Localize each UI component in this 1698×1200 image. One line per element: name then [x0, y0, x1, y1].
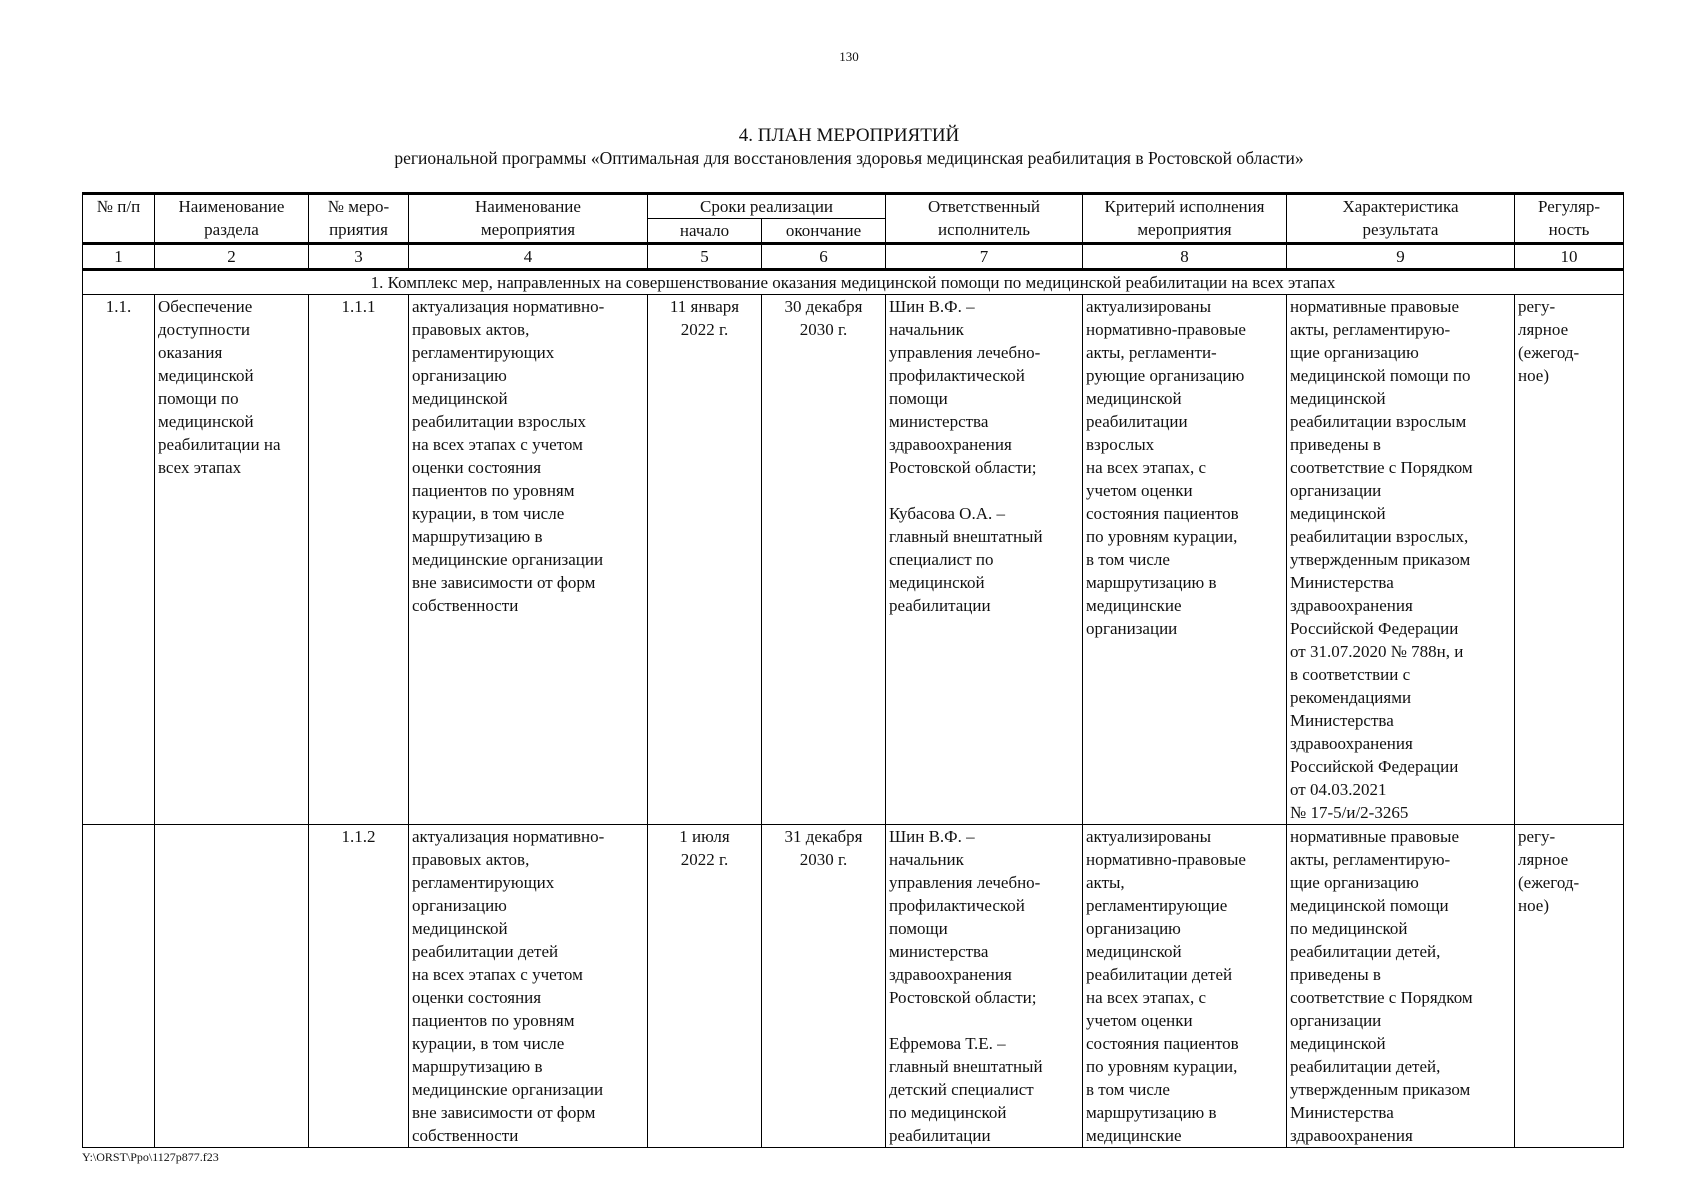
cell-text-line: организации — [1290, 481, 1382, 500]
cell-text-line: помощи по — [158, 389, 239, 408]
cell-text-line: маршрутизацию в — [1086, 573, 1217, 592]
cell-text-line: утвержденным приказом — [1290, 550, 1471, 569]
cell-text-line: реабилитации детей — [1086, 965, 1233, 984]
cell-text-line: лярное — [1518, 320, 1569, 339]
cell-text-line: щие организацию — [1290, 873, 1419, 892]
cell-text-line: медицинские организации — [412, 1080, 604, 1099]
cell-text-line: в том числе — [1086, 550, 1170, 569]
cell-text-line: организацию — [412, 366, 507, 385]
row-section-name — [155, 295, 309, 825]
row-num — [83, 825, 155, 1148]
cell-text-line: Наименование — [475, 197, 581, 216]
cell-text-line: детский специалист — [889, 1080, 1034, 1099]
cell-text-line: медицинские организации — [412, 550, 604, 569]
header-section-name — [155, 194, 309, 244]
cell-text-line: на всех этапах, с — [1086, 988, 1207, 1007]
header-num: № п/п — [83, 194, 155, 244]
cell-text-line: № меро- — [327, 197, 390, 216]
cell-text-line: в том числе — [1086, 1080, 1170, 1099]
cell-text-line: собственности — [412, 1126, 519, 1145]
cell-text-line: исполнитель — [938, 220, 1030, 239]
plan-table — [82, 192, 1624, 1148]
cell-text-line: специалист по — [889, 550, 994, 569]
column-number: 6 — [762, 244, 886, 270]
cell-text-line: реабилитации на — [158, 435, 281, 454]
cell-text-line: пациентов по уровням — [412, 1011, 575, 1030]
cell-text-line: здравоохранения — [889, 435, 1012, 454]
cell-text-line: медицинской помощи по — [1290, 366, 1471, 385]
row-responsible — [886, 825, 1083, 1148]
header-measure-num — [309, 194, 409, 244]
cell-text-line: организации — [1086, 619, 1178, 638]
column-numbers-row — [83, 244, 1624, 270]
cell-text-line: реабилитации взрослых — [412, 412, 586, 431]
cell-text-line: № 17-5/и/2-3265 — [1290, 803, 1409, 822]
cell-text-line: 11 января — [669, 297, 740, 316]
cell-text-line: медицинской — [158, 366, 254, 385]
cell-text-line: медицинской — [1290, 1034, 1386, 1053]
cell-text-line: Критерий исполнения — [1104, 197, 1265, 216]
cell-text-line: на всех этапах с учетом — [412, 965, 583, 984]
cell-text-line: оказания — [158, 343, 223, 362]
cell-text-line: 2022 г. — [680, 320, 729, 339]
cell-text-line: медицинской — [412, 919, 508, 938]
cell-text-line: соответствие с Порядком — [1290, 988, 1473, 1007]
cell-text-line: приведены в — [1290, 435, 1381, 454]
cell-text-line: щие организацию — [1290, 343, 1419, 362]
cell-text-line: мероприятия — [1137, 220, 1232, 239]
row-result — [1287, 825, 1515, 1148]
cell-text-line: Ответственный — [928, 197, 1040, 216]
cell-text-line: ное) — [1518, 366, 1550, 385]
cell-text-line: по медицинской — [889, 1103, 1007, 1122]
row-criterion — [1083, 825, 1287, 1148]
cell-text-line: медицинской — [158, 412, 254, 431]
cell-text-line: реабилитации — [889, 1126, 991, 1145]
cell-text-line: медицинской — [1290, 389, 1386, 408]
section-title: 1. Комплекс мер, направленных на совершенствование оказания медицинской помощи по медицинской реабилитации на всех этапах — [83, 270, 1624, 295]
cell-text-line: помощи — [889, 919, 948, 938]
cell-text-line: Шин В.Ф. – — [889, 827, 975, 846]
column-number: 8 — [1083, 244, 1287, 270]
row-measure-num: 1.1.1 — [309, 295, 409, 825]
cell-text-line: приведены в — [1290, 965, 1381, 984]
cell-text-line: на всех этапах с учетом — [412, 435, 583, 454]
document-subtitle: региональной программы «Оптимальная для восстановления здоровья медицинская реабилитация в Ростовской области» — [394, 148, 1304, 168]
cell-text-line: нормативно-правовые — [1086, 850, 1246, 869]
header-end: окончание — [762, 219, 886, 244]
cell-text-line: реабилитации детей, — [1290, 942, 1441, 961]
cell-text-line: Российской Федерации — [1290, 757, 1459, 776]
cell-text-line: регу- — [1518, 827, 1556, 846]
cell-text-line: Ростовской области; — [889, 988, 1037, 1007]
cell-text-line: Обеспечение — [158, 297, 253, 316]
cell-text-line: Российской Федерации — [1290, 619, 1459, 638]
row-section-name — [155, 825, 309, 1148]
header-start: начало — [648, 219, 762, 244]
cell-text-line: управления лечебно- — [889, 343, 1041, 362]
responsible-secondary — [889, 502, 1079, 617]
cell-text-line: актуализированы — [1086, 827, 1212, 846]
cell-text-line: курации, в том числе — [412, 504, 565, 523]
cell-text-line: по медицинской — [1290, 919, 1408, 938]
cell-text-line: акты, — [1086, 873, 1125, 892]
column-number: 9 — [1287, 244, 1515, 270]
cell-text-line: медицинской — [1290, 504, 1386, 523]
cell-text-line: главный внештатный — [889, 1057, 1043, 1076]
row-measure-num: 1.1.2 — [309, 825, 409, 1148]
header-timeline: Сроки реализации — [648, 194, 886, 219]
table-row — [83, 295, 1624, 825]
cell-text-line: актуализация нормативно- — [412, 297, 605, 316]
cell-text-line: начальник — [889, 850, 964, 869]
page-number: 130 — [839, 49, 859, 64]
header-criterion — [1083, 194, 1287, 244]
cell-text-line: правовых актов, — [412, 320, 530, 339]
cell-text-line: мероприятия — [480, 220, 576, 239]
cell-text-line: ность — [1548, 220, 1590, 239]
cell-text-line: медицинские — [1086, 596, 1182, 615]
row-end-date — [762, 825, 886, 1148]
cell-text-line: соответствие с Порядком — [1290, 458, 1473, 477]
cell-text-line: от 31.07.2020 № 788н, и — [1290, 642, 1464, 661]
column-number: 7 — [886, 244, 1083, 270]
cell-text-line: Наименование — [178, 197, 285, 216]
header-responsible — [886, 194, 1083, 244]
cell-text-line: Министерства — [1290, 1103, 1394, 1122]
cell-text-line: реабилитации детей, — [1290, 1057, 1441, 1076]
cell-text-line: 2030 г. — [799, 320, 848, 339]
document-title: 4. ПЛАН МЕРОПРИЯТИЙ — [738, 125, 960, 146]
cell-text-line: по уровням курации, — [1086, 1057, 1238, 1076]
cell-text-line: пациентов по уровням — [412, 481, 575, 500]
cell-text-line: на всех этапах, с — [1086, 458, 1207, 477]
cell-text-line: ное) — [1518, 896, 1550, 915]
cell-text-line: здравоохранения — [1290, 596, 1413, 615]
cell-text-line: Характеристика — [1342, 197, 1459, 216]
cell-text-line: организацию — [412, 896, 507, 915]
cell-text-line: организации — [1290, 1011, 1382, 1030]
cell-text-line: акты, регламентирую- — [1290, 320, 1451, 339]
cell-text-line: профилактической — [889, 366, 1025, 385]
cell-text-line: медицинские — [1086, 1126, 1182, 1145]
cell-text-line: реабилитации взрослых, — [1290, 527, 1469, 546]
cell-text-line: здравоохранения — [1290, 1126, 1413, 1145]
cell-text-line: Кубасова О.А. – — [889, 504, 1005, 523]
row-num: 1.1. — [83, 295, 155, 825]
cell-text-line: управления лечебно- — [889, 873, 1041, 892]
cell-text-line: результата — [1362, 220, 1439, 239]
cell-text-line: Министерства — [1290, 711, 1394, 730]
cell-text-line: регу- — [1518, 297, 1556, 316]
cell-text-line: актуализация нормативно- — [412, 827, 605, 846]
cell-text-line: лярное — [1518, 850, 1569, 869]
row-end-date — [762, 295, 886, 825]
cell-text-line: 31 декабря — [784, 827, 863, 846]
cell-text-line: медицинской помощи — [1290, 896, 1449, 915]
cell-text-line: по уровням курации, — [1086, 527, 1238, 546]
cell-text-line: нормативно-правовые — [1086, 320, 1246, 339]
cell-text-line: всех этапах — [158, 458, 242, 477]
row-measure-name — [409, 825, 648, 1148]
cell-text-line: (ежегод- — [1518, 873, 1580, 892]
cell-text-line: учетом оценки — [1086, 1011, 1193, 1030]
cell-text-line: вне зависимости от форм — [412, 573, 596, 592]
cell-text-line: министерства — [889, 412, 989, 431]
cell-text-line: Ростовской области; — [889, 458, 1037, 477]
cell-text-line: Министерства — [1290, 573, 1394, 592]
column-number: 5 — [648, 244, 762, 270]
cell-text-line: медицинской — [412, 389, 508, 408]
cell-text-line: главный внештатный — [889, 527, 1043, 546]
cell-text-line: Регуляр- — [1538, 197, 1600, 216]
cell-text-line: учетом оценки — [1086, 481, 1193, 500]
row-regularity — [1515, 295, 1624, 825]
cell-text-line: актуализированы — [1086, 297, 1212, 316]
cell-text-line: вне зависимости от форм — [412, 1103, 596, 1122]
cell-text-line: регламентирующих — [412, 343, 555, 362]
row-responsible — [886, 295, 1083, 825]
cell-text-line: собственности — [412, 596, 519, 615]
cell-text-line: рующие организацию — [1086, 366, 1245, 385]
cell-text-line: в соответствии с — [1290, 665, 1411, 684]
cell-text-line: маршрутизацию в — [412, 1057, 543, 1076]
cell-text-line: рекомендациями — [1290, 688, 1412, 707]
column-number: 10 — [1515, 244, 1624, 270]
cell-text-line: утвержденным приказом — [1290, 1080, 1471, 1099]
header-row — [83, 194, 1624, 219]
cell-text-line: маршрутизацию в — [1086, 1103, 1217, 1122]
row-start-date — [648, 825, 762, 1148]
column-number: 3 — [309, 244, 409, 270]
table-row — [83, 825, 1624, 1148]
cell-text-line: регламентирующих — [412, 873, 555, 892]
cell-text-line: здравоохранения — [889, 965, 1012, 984]
cell-text-line: правовых актов, — [412, 850, 530, 869]
cell-text-line: нормативные правовые — [1290, 297, 1460, 316]
cell-text-line: акты, регламенти- — [1086, 343, 1217, 362]
cell-text-line: курации, в том числе — [412, 1034, 565, 1053]
cell-text-line: министерства — [889, 942, 989, 961]
cell-text-line: профилактической — [889, 896, 1025, 915]
cell-text-line: акты, регламентирую- — [1290, 850, 1451, 869]
cell-text-line: регламентирующие — [1086, 896, 1228, 915]
cell-text-line: медицинской — [1086, 389, 1182, 408]
cell-text-line: 30 декабря — [784, 297, 863, 316]
cell-text-line: Ефремова Т.Е. – — [889, 1034, 1006, 1053]
row-regularity — [1515, 825, 1624, 1148]
cell-text-line: реабилитации — [1086, 412, 1188, 431]
header-measure-name — [409, 194, 648, 244]
cell-text-line: 2022 г. — [680, 850, 729, 869]
row-result — [1287, 295, 1515, 825]
cell-text-line: взрослых — [1086, 435, 1155, 454]
cell-text-line: медицинской — [1086, 942, 1182, 961]
cell-text-line: 2030 г. — [799, 850, 848, 869]
column-number: 1 — [83, 244, 155, 270]
column-number: 4 — [409, 244, 648, 270]
cell-text-line: медицинской — [889, 573, 985, 592]
cell-text-line: организацию — [1086, 919, 1181, 938]
cell-text-line: реабилитации — [889, 596, 991, 615]
cell-text-line: здравоохранения — [1290, 734, 1413, 753]
row-measure-name — [409, 295, 648, 825]
cell-text-line: состояния пациентов — [1086, 504, 1239, 523]
cell-text-line: (ежегод- — [1518, 343, 1580, 362]
cell-text-line: 1 июля — [679, 827, 730, 846]
header-result — [1287, 194, 1515, 244]
header-regularity — [1515, 194, 1624, 244]
section-row — [83, 270, 1624, 295]
cell-text-line: от 04.03.2021 — [1290, 780, 1387, 799]
cell-text-line: нормативные правовые — [1290, 827, 1460, 846]
cell-text-line: оценки состояния — [412, 458, 542, 477]
responsible-secondary — [889, 1032, 1079, 1147]
file-path-footer: Y:\ORST\Ppo\1127p877.f23 — [82, 1150, 219, 1164]
responsible-primary — [889, 825, 1079, 1009]
responsible-primary — [889, 295, 1079, 479]
cell-text-line: реабилитации взрослым — [1290, 412, 1467, 431]
row-start-date — [648, 295, 762, 825]
cell-text-line: приятия — [329, 220, 388, 239]
cell-text-line: маршрутизацию в — [412, 527, 543, 546]
row-criterion — [1083, 295, 1287, 825]
column-number: 2 — [155, 244, 309, 270]
cell-text-line: начальник — [889, 320, 964, 339]
cell-text-line: реабилитации детей — [412, 942, 559, 961]
cell-text-line: раздела — [204, 220, 259, 239]
cell-text-line: Шин В.Ф. – — [889, 297, 975, 316]
cell-text-line: доступности — [158, 320, 251, 339]
cell-text-line: оценки состояния — [412, 988, 542, 1007]
cell-text-line: помощи — [889, 389, 948, 408]
cell-text-line: состояния пациентов — [1086, 1034, 1239, 1053]
